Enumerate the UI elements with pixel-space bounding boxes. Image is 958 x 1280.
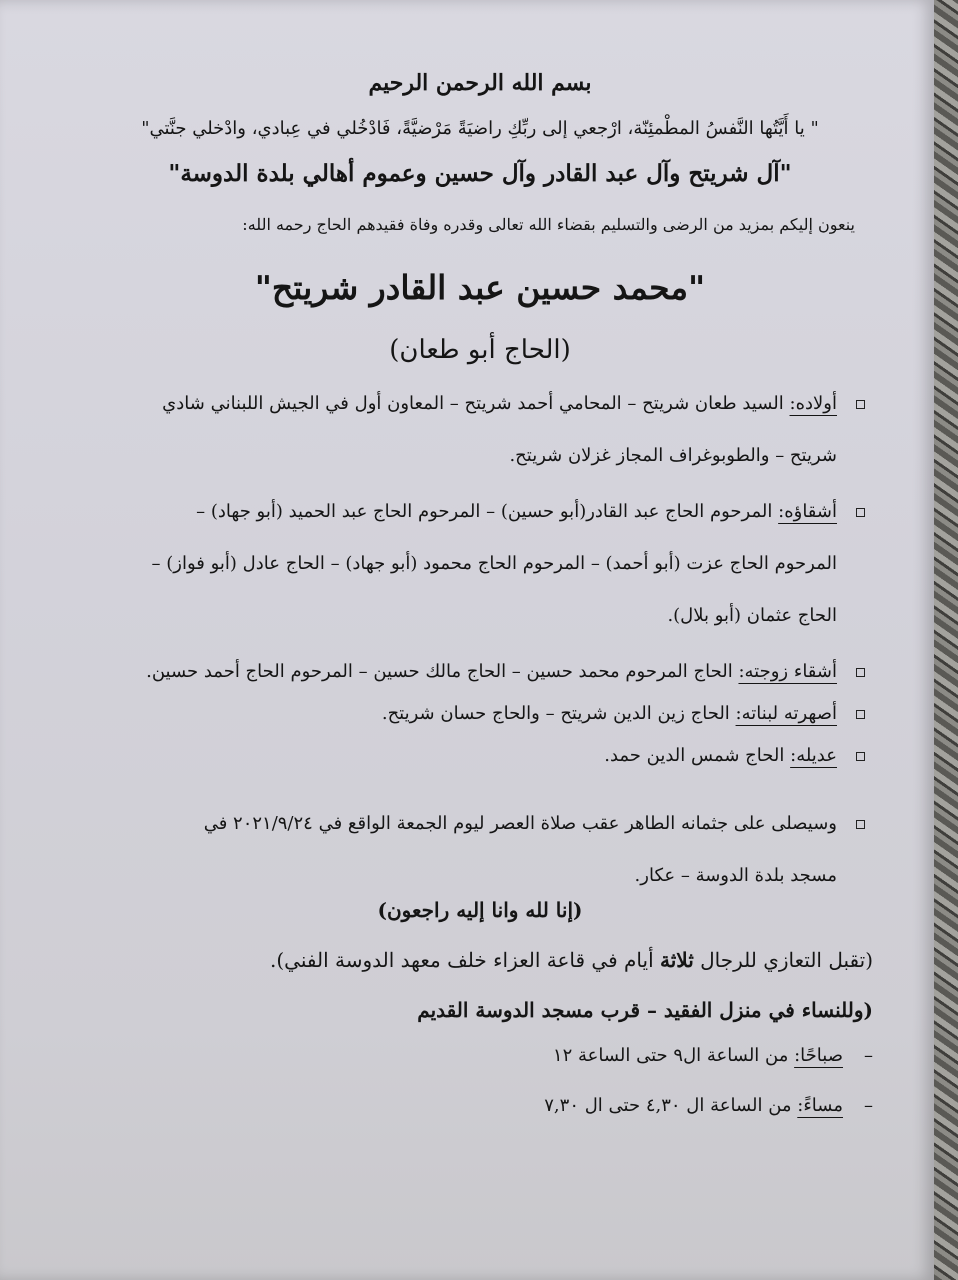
mourning-families: "آل شريتح وآل عبد القادر وآل حسين وعموم أهالي بلدة الدوسة" xyxy=(168,160,792,187)
relatives-children-text xyxy=(95,378,837,482)
funeral-line: وسيصلى على جثمانه الطاهر عقب صلاة العصر ليوم الجمعة الواقع في ٢٠٢١/٩/٢٤ في xyxy=(203,813,837,834)
condolences-men-days: ثلاثة xyxy=(659,948,694,972)
condolences-men-before: (تقبل التعازي للرجال xyxy=(693,948,873,972)
evening-hours-text: من الساعة ال ٤,٣٠ حتى ال ٧,٣٠ xyxy=(544,1095,798,1116)
relatives-siblings-text xyxy=(95,486,837,642)
relatives-label: أشقاؤه: xyxy=(778,501,837,522)
relatives-line: المرحوم الحاج عزت (أبو أحمد) – المرحوم الحاج محمود (أبو جهاد) – الحاج عادل (أبو فواز) – xyxy=(151,553,837,574)
relatives-line: الحاج المرحوم محمد حسين – الحاج مالك حسين – المرحوم الحاج أحمد حسين. xyxy=(146,661,733,682)
condolences-women: (وللنساء في منزل الفقيد – قرب مسجد الدوسة القديم xyxy=(417,998,873,1022)
background-stone-surface xyxy=(932,0,958,1280)
relatives-line: السيد طعان شريتح – المحامي أحمد شريتح – المعاون أول في الجيش اللبناني شادي xyxy=(162,393,784,414)
relatives-line: شريتح – والطوبوغراف المجاز غزلان شريتح. xyxy=(509,445,837,466)
relatives-line: المرحوم الحاج عبد القادر(أبو حسين) – المرحوم الحاج عبد الحميد (أبو جهاد) – xyxy=(196,501,773,522)
relatives-label: أصهرته لبناته: xyxy=(735,703,837,724)
closing-verse: (إنا لله وانا إليه راجعون) xyxy=(377,898,583,922)
relatives-line: الحاج عثمان (أبو بلال). xyxy=(667,605,837,626)
condolences-men xyxy=(95,948,873,972)
funeral-line: مسجد بلدة الدوسة – عكار. xyxy=(634,865,837,886)
square-bullet-icon xyxy=(856,668,865,677)
basmala-heading: بسم الله الرحمن الرحيم xyxy=(368,70,592,96)
evening-label: مساءً: xyxy=(797,1095,843,1116)
square-bullet-icon xyxy=(856,400,865,409)
morning-hours xyxy=(95,1045,873,1066)
deceased-nickname: (الحاج أبو طعان) xyxy=(389,335,571,365)
evening-hours xyxy=(95,1095,873,1116)
quran-verse: " يا أَيَّتُها النَّفسُ المطْمئِنّة، ارْجعي إلى ربِّكِ راضيَةً مَرْضيَّةً، فَادْخُلي في عِبادي، وادْخلي جنَّتي" xyxy=(141,118,819,139)
relatives-label: أشقاء زوجته: xyxy=(738,661,837,682)
announcement-text: ينعون إليكم بمزيد من الرضى والتسليم بقضاء الله تعالى وقدره وفاة فقيدهم الحاج رحمه الله: xyxy=(242,215,855,234)
square-bullet-icon xyxy=(856,752,865,761)
relatives-label: أولاده: xyxy=(789,393,837,414)
morning-label: صباحًا: xyxy=(794,1045,843,1066)
square-bullet-icon xyxy=(856,820,865,829)
deceased-name: "محمد حسين عبد القادر شريتح" xyxy=(254,268,706,307)
relatives-line: الحاج شمس الدين حمد. xyxy=(604,745,785,766)
square-bullet-icon xyxy=(856,508,865,517)
funeral-details-text xyxy=(95,798,837,902)
relatives-brother-in-law-text xyxy=(95,730,837,782)
dash-marker: – xyxy=(864,1045,873,1066)
square-bullet-icon xyxy=(856,710,865,719)
relatives-label: عديله: xyxy=(790,745,837,766)
dash-marker: – xyxy=(864,1095,873,1116)
morning-hours-text: من الساعة ال٩ حتى الساعة ١٢ xyxy=(552,1045,795,1066)
condolences-men-after: أيام في قاعة العزاء خلف معهد الدوسة الفني). xyxy=(270,948,660,972)
relatives-line: الحاج زين الدين شريتح – والحاج حسان شريتح. xyxy=(381,703,730,724)
